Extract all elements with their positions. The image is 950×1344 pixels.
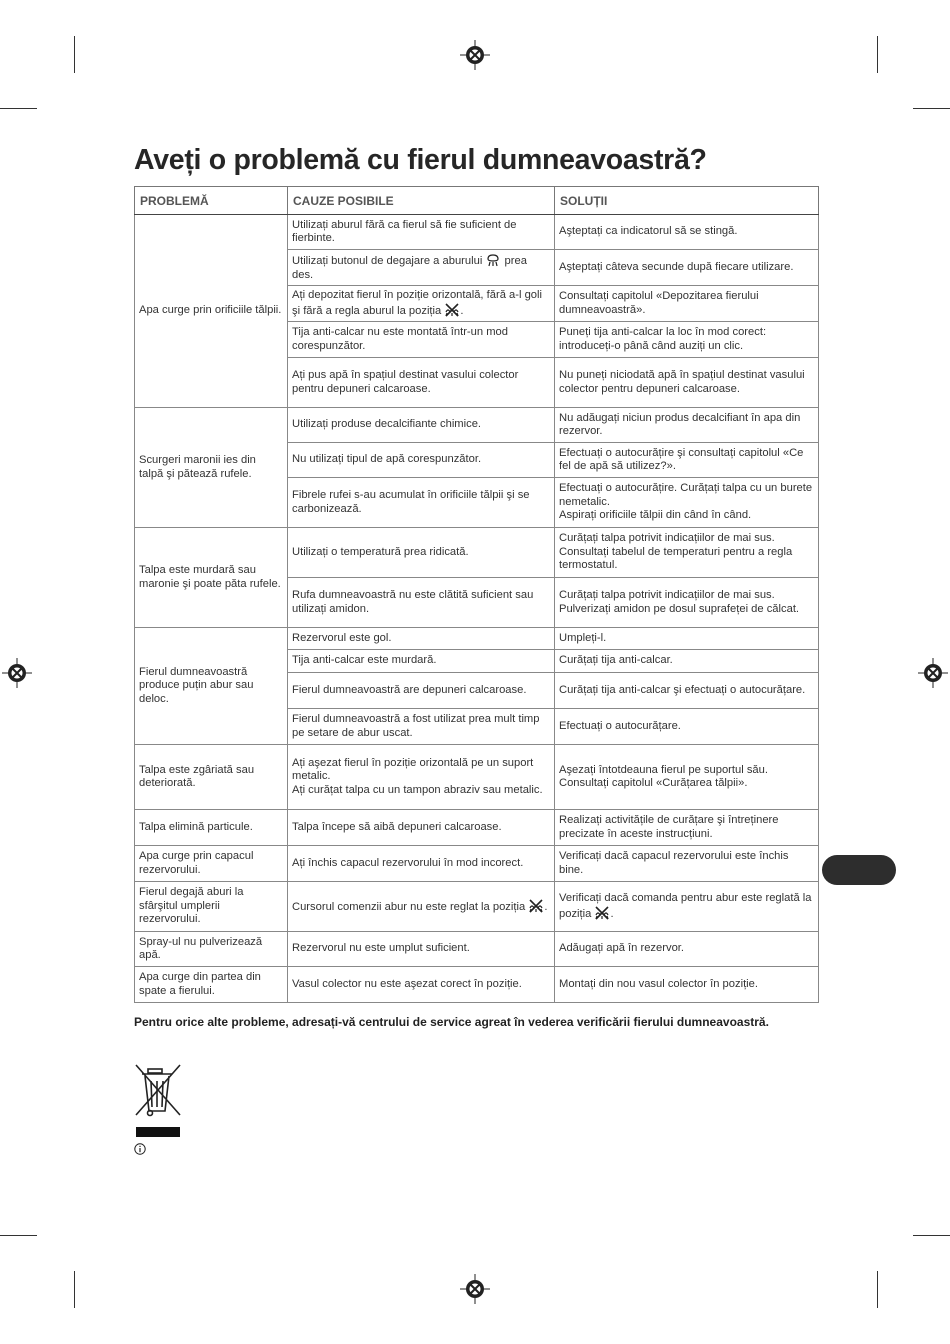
cause-cell: Tija anti-calcar este murdară. bbox=[288, 650, 555, 673]
crossed-out-bin-icon bbox=[134, 1063, 184, 1141]
table-row bbox=[135, 967, 819, 1003]
solution-cell: Aşteptați ca indicatorul să se stingă. bbox=[555, 215, 819, 250]
cause-text: Utilizați butonul de degajare a aburului bbox=[292, 255, 483, 267]
crop-mark bbox=[877, 1271, 878, 1308]
cause-cell: Nu utilizați tipul de apă corespunzător. bbox=[288, 443, 555, 478]
registration-mark-icon bbox=[460, 40, 490, 70]
solution-cell: Curățați tija anti-calcar şi efectuați o autocurățare. bbox=[555, 673, 819, 709]
crop-mark bbox=[877, 36, 878, 73]
registration-mark-icon bbox=[460, 1274, 490, 1304]
problem-cell: Fierul degajă aburi la sfârşitul umplerii rezervorului. bbox=[135, 882, 288, 932]
solution-cell: Nu puneți niciodată apă în spațiul destinat vasului colector pentru depuneri calcaroase. bbox=[555, 358, 819, 408]
cause-cell: Rufa dumneavoastră nu este clătită suficient sau utilizați amidon. bbox=[288, 578, 555, 628]
solution-cell: Verificați dacă capacul rezervorului este închis bine. bbox=[555, 846, 819, 882]
cause-text-end: prea des. bbox=[292, 255, 527, 281]
solution-cell: Nu adăugați niciun produs decalcifiant în apa din rezervor. bbox=[555, 408, 819, 443]
solution-cell: Adăugați apă în rezervor. bbox=[555, 932, 819, 967]
solution-cell: Efectuați o autocurățire şi consultați capitolul «Ce fel de apă să utilizez?». bbox=[555, 443, 819, 478]
cause-cell: Tija anti-calcar nu este montată într-un mod corespunzător. bbox=[288, 322, 555, 358]
table-row bbox=[135, 932, 819, 967]
table-row bbox=[135, 810, 819, 846]
solution-cell: Curățați talpa potrivit indicațiilor de mai sus. Pulverizați amidon pe dosul suprafeței de călcat. bbox=[555, 578, 819, 628]
crop-mark bbox=[0, 108, 37, 109]
cause-cell bbox=[288, 286, 555, 322]
page-title: Aveți o problemă cu fierul dumneavoastră? bbox=[134, 144, 707, 176]
solution-cell: Aşezați întotdeauna fierul pe suportul său. Consultați capitolul «Curățarea tălpii». bbox=[555, 745, 819, 810]
solution-cell: Consultați capitolul «Depozitarea fierului dumneavoastră». bbox=[555, 286, 819, 322]
solution-text: Verificați dacă comanda pentru abur este reglată la poziția bbox=[559, 892, 812, 920]
cause-cell: Fibrele rufei s-au acumulat în orificiile tălpii şi se carbonizează. bbox=[288, 478, 555, 528]
cause-text-end: . bbox=[460, 304, 464, 317]
problem-cell: Talpa este murdară sau maronie şi poate păta rufele. bbox=[135, 528, 288, 628]
cause-cell bbox=[288, 882, 555, 932]
solution-cell: Aşteptați câteva secunde după fiecare utilizare. bbox=[555, 250, 819, 286]
crop-mark bbox=[913, 1235, 950, 1236]
table-row bbox=[135, 408, 819, 443]
solution-cell bbox=[555, 882, 819, 932]
troubleshooting-table bbox=[134, 186, 819, 1003]
table-row bbox=[135, 882, 819, 932]
cause-cell: Talpa începe să aibă depuneri calcaroase. bbox=[288, 810, 555, 846]
no-steam-icon bbox=[594, 906, 610, 920]
table-header-row bbox=[135, 187, 819, 215]
cause-cell bbox=[288, 250, 555, 286]
problem-cell: Apa curge din partea din spate a fierului. bbox=[135, 967, 288, 1003]
solution-cell: Puneți tija anti-calcar la loc în mod corect: introduceți-o până când auziți un clic. bbox=[555, 322, 819, 358]
info-icon bbox=[134, 1143, 146, 1155]
crop-mark bbox=[74, 36, 75, 73]
cause-text: Cursorul comenzii abur nu este reglat la poziția bbox=[292, 900, 526, 913]
cause-cell: Rezervorul este gol. bbox=[288, 628, 555, 650]
cause-cell: Utilizați o temperatură prea ridicată. bbox=[288, 528, 555, 578]
header-problem: PROBLEMĂ bbox=[135, 187, 288, 215]
solution-cell: Efectuați o autocurățare. bbox=[555, 709, 819, 745]
problem-cell: Apa curge prin orificiile tălpii. bbox=[135, 215, 288, 408]
cause-cell: Fierul dumneavoastră a fost utilizat prea mult timp pe setare de abur uscat. bbox=[288, 709, 555, 745]
cause-text-end: . bbox=[544, 900, 548, 913]
problem-cell: Talpa este zgâriată sau deteriorată. bbox=[135, 745, 288, 810]
problem-cell: Fierul dumneavoastră produce puțin abur sau deloc. bbox=[135, 628, 288, 745]
cause-cell: Utilizați produse decalcifiante chimice. bbox=[288, 408, 555, 443]
cause-cell: Rezervorul nu este umplut suficient. bbox=[288, 932, 555, 967]
solution-cell: Umpleți-l. bbox=[555, 628, 819, 650]
solution-cell: Montați din nou vasul colector în poziție. bbox=[555, 967, 819, 1003]
service-note: Pentru orice alte probleme, adresați-vă centrului de service agreat în vederea verificării fierului dumneavoastră. bbox=[134, 1015, 769, 1029]
language-tab bbox=[822, 855, 896, 885]
table-row bbox=[135, 628, 819, 650]
header-solutions: SOLUȚII bbox=[555, 187, 819, 215]
solution-cell: Curățați tija anti-calcar. bbox=[555, 650, 819, 673]
problem-cell: Talpa elimină particule. bbox=[135, 810, 288, 846]
no-steam-icon bbox=[444, 303, 460, 317]
cause-text: Ați depozitat fierul în poziție orizontală, fără a-l goli şi fără a regla aburul la poziția bbox=[292, 289, 542, 317]
problem-cell: Scurgeri maronii ies din talpă şi pătează rufele. bbox=[135, 408, 288, 528]
cause-cell: Ați închis capacul rezervorului în mod incorect. bbox=[288, 846, 555, 882]
table-row bbox=[135, 846, 819, 882]
table-row bbox=[135, 215, 819, 250]
table-row bbox=[135, 745, 819, 810]
solution-text-end: . bbox=[610, 907, 614, 920]
crop-mark bbox=[913, 108, 950, 109]
registration-mark-icon bbox=[918, 658, 948, 688]
registration-mark-icon bbox=[2, 658, 32, 688]
cause-cell: Vasul colector nu este aşezat corect în poziție. bbox=[288, 967, 555, 1003]
problem-cell: Spray-ul nu pulverizează apă. bbox=[135, 932, 288, 967]
crop-mark bbox=[0, 1235, 37, 1236]
cause-cell: Utilizați aburul fără ca fierul să fie suficient de fierbinte. bbox=[288, 215, 555, 250]
table-row bbox=[135, 528, 819, 578]
cause-cell: Ați pus apă în spațiul destinat vasului colector pentru depuneri calcaroase. bbox=[288, 358, 555, 408]
header-causes: CAUZE POSIBILE bbox=[288, 187, 555, 215]
solution-cell: Curățați talpa potrivit indicațiilor de mai sus. Consultați tabelul de temperaturi pentru a regla termostatul. bbox=[555, 528, 819, 578]
problem-cell: Apa curge prin capacul rezervorului. bbox=[135, 846, 288, 882]
steam-burst-icon bbox=[485, 253, 501, 267]
no-steam-icon bbox=[528, 899, 544, 913]
cause-cell: Ați aşezat fierul în poziție orizontală pe un suport metalic. Ați curățat talpa cu un tampon abraziv sau metalic. bbox=[288, 745, 555, 810]
solution-cell: Efectuați o autocurățire. Curățați talpa cu un burete nemetalic. Aspirați orificiile tălpii din când în când. bbox=[555, 478, 819, 528]
cause-cell: Fierul dumneavoastră are depuneri calcaroase. bbox=[288, 673, 555, 709]
crop-mark bbox=[74, 1271, 75, 1308]
solution-cell: Realizați activitățile de curățare şi întreținere precizate în aceste instrucțiuni. bbox=[555, 810, 819, 846]
